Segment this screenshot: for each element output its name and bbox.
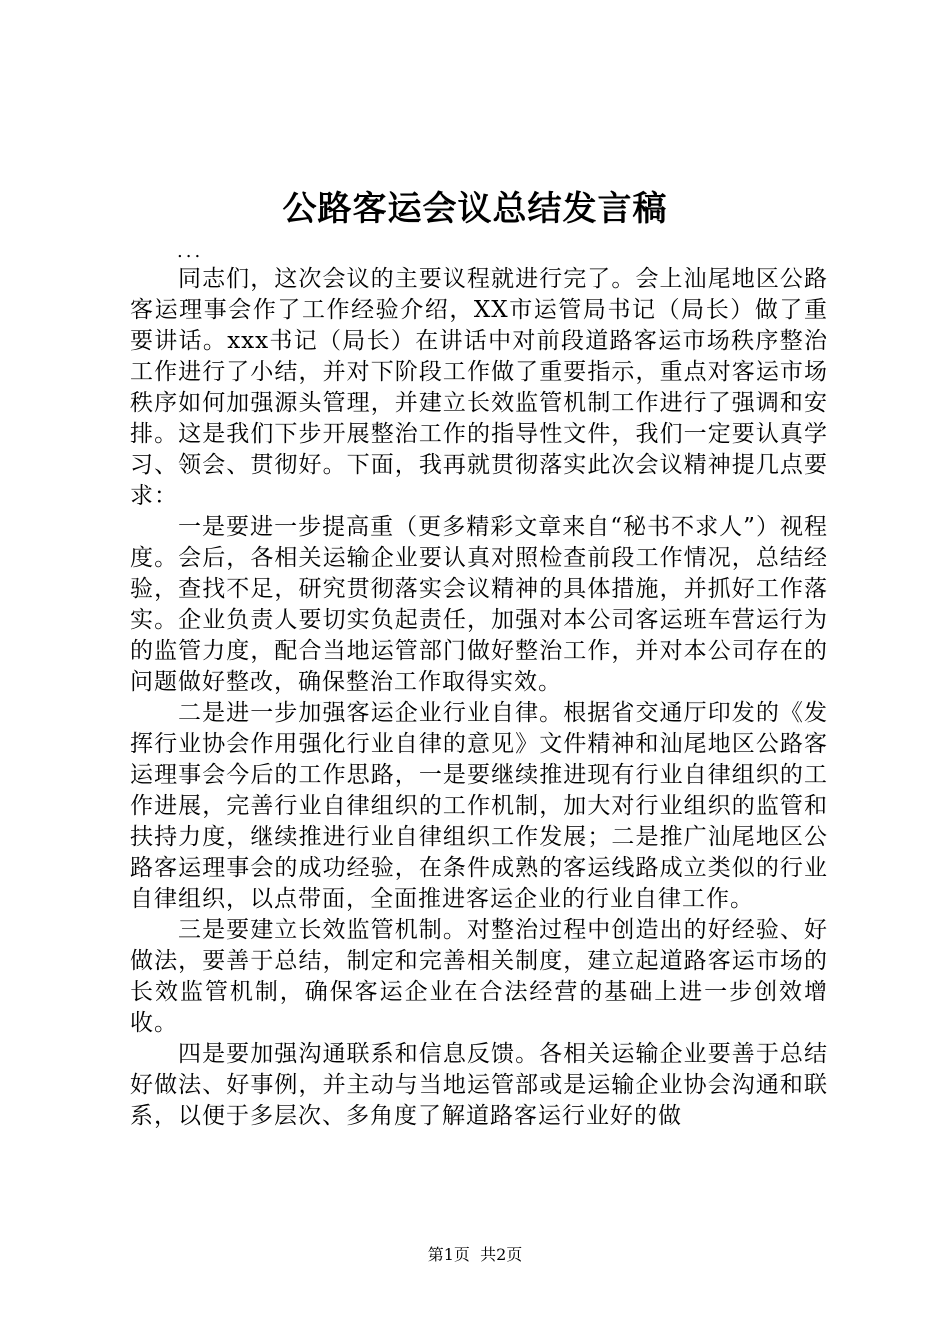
- paragraph-5: 四是要加强沟通联系和信息反馈。各相关运输企业要善于总结好做法、好事例，并主动与当地运管部或是运输企业协会沟通和联系，以便于多层次、多角度了解道路客运行业好的做: [130, 1041, 828, 1129]
- document-body: [130, 264, 828, 1132]
- paragraph-3: 二是进一步加强客运企业行业自律。根据省交通厅印发的《发挥行业协会作用强化行业自律的意见》文件精神和汕尾地区公路客运理事会今后的工作思路，一是要继续推进现有行业自律组织的工作进展，完善行业自律组织的工作机制，加大对行业组织的监管和扶持力度，继续推进行业自律组织工作发展；二是推广汕尾地区公路客运理事会的成功经验，在条件成熟的客运线路成立类似的行业自律组织，以点带面，全面推进客运企业的行业自律工作。: [130, 700, 828, 912]
- paragraph-4: 三是要建立长效监管机制。对整治过程中创造出的好经验、好做法，要善于总结，制定和完善相关制度，建立起道路客运市场的长效监管机制，确保客运企业在合法经营的基础上进一步创效增收。: [130, 917, 828, 1036]
- paragraph-2: 一是要进一步提高重（更多精彩文章来自“秘书不求人”）视程度。会后，各相关运输企业要认真对照检查前段工作情况，总结经验，查找不足，研究贯彻落实会议精神的具体措施，并抓好工作落实。企业负责人要切实负起责任，加强对本公司客运班车营运行为的监管力度，配合当地运管部门做好整治工作，并对本公司存在的问题做好整改，确保整治工作取得实效。: [130, 514, 828, 695]
- page-title: 公路客运会议总结发言稿: [282, 189, 668, 229]
- page-number-label: 第1页 共2页: [427, 1245, 523, 1264]
- ellipsis-marker: ...: [177, 241, 204, 262]
- paragraph-1: 同志们，这次会议的主要议程就进行完了。会上汕尾地区公路客运理事会作了工作经验介绍，XX市运管局书记（局长）做了重要讲话。xxx书记（局长）在讲话中对前段道路客运市场秩序整治工作进行了小结，并对下阶段工作做了重要指示，重点对客运市场秩序如何加强源头管理，并建立长效监管机制工作进行了强调和安排。这是我们下步开展整治工作的指导性文件，我们一定要认真学习、领会、贯彻好。下面，我再就贯彻落实此次会议精神提几点要求：: [130, 266, 828, 509]
- page-footer: [0, 1244, 950, 1266]
